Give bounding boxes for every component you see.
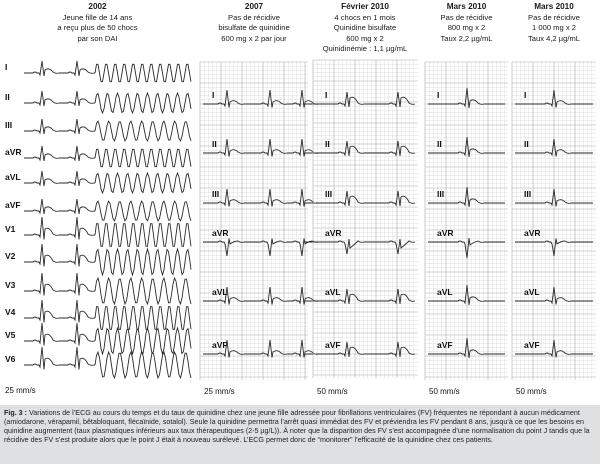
lead-label: V3 bbox=[5, 280, 16, 290]
lead-label: aVR bbox=[437, 228, 454, 238]
paper-speed-label: 50 mm/s bbox=[317, 387, 348, 396]
fibrillation-trace bbox=[95, 224, 191, 247]
lead-label: aVR bbox=[524, 228, 541, 238]
ecg-trace bbox=[24, 244, 95, 267]
ecg-trace bbox=[203, 239, 319, 257]
column-note: 800 mg x 2 bbox=[447, 23, 486, 33]
fibrillation-trace bbox=[95, 93, 191, 113]
ecg-trace bbox=[24, 347, 95, 370]
lead-label: II bbox=[325, 139, 330, 149]
ecg-trace bbox=[24, 91, 95, 106]
paper-speed-label: 50 mm/s bbox=[516, 387, 547, 396]
column-note: 600 mg x 2 bbox=[346, 33, 384, 43]
lead-label: II bbox=[212, 139, 217, 149]
column-note: a reçu plus de 50 chocs bbox=[57, 23, 138, 33]
fibrillation-trace bbox=[95, 352, 191, 378]
ecg-trace bbox=[24, 171, 95, 186]
lead-label: III bbox=[325, 189, 333, 199]
fibrillation-trace bbox=[95, 307, 191, 330]
paper-speed-label: 25 mm/s bbox=[204, 387, 235, 396]
lead-label: aVR bbox=[212, 228, 229, 238]
lead-label: V6 bbox=[5, 354, 16, 364]
lead-label: III bbox=[524, 189, 532, 199]
column-year: Mars 2010 bbox=[446, 2, 487, 11]
ecg-grid-major bbox=[200, 62, 308, 380]
column-year: Mars 2010 bbox=[534, 2, 574, 11]
lead-label: V4 bbox=[5, 307, 16, 317]
fibrillation-trace bbox=[95, 149, 191, 166]
lead-label: III bbox=[212, 189, 220, 199]
fibrillation-trace bbox=[95, 249, 191, 275]
caption-label: Fig. 3 : bbox=[4, 409, 28, 417]
column-note: par son DAI bbox=[77, 33, 118, 43]
column-note: 1 000 mg x 2 bbox=[532, 23, 576, 33]
ecg-trace bbox=[316, 239, 415, 254]
lead-label: aVF bbox=[325, 340, 341, 350]
column-note: Jeune fille de 14 ans bbox=[62, 12, 133, 22]
column-note: Quinidine bisulfate bbox=[333, 23, 397, 33]
fibrillation-trace bbox=[95, 278, 191, 304]
ecg-grid-major bbox=[313, 60, 418, 378]
paper-speed-label: 50 mm/s bbox=[429, 387, 460, 396]
lead-label: aVF bbox=[437, 340, 453, 350]
ecg-trace bbox=[24, 273, 95, 296]
lead-label: aVF bbox=[212, 340, 228, 350]
column-note: Pas de récidive bbox=[228, 12, 280, 22]
lead-label: V5 bbox=[5, 330, 16, 340]
fibrillation-trace bbox=[95, 121, 191, 141]
lead-label: aVL bbox=[325, 287, 341, 297]
lead-label: I bbox=[5, 62, 8, 72]
lead-label: aVL bbox=[5, 172, 21, 182]
figure-caption bbox=[4, 409, 596, 445]
fibrillation-trace bbox=[95, 328, 191, 354]
ecg-trace bbox=[24, 217, 95, 240]
ecg-trace bbox=[24, 300, 95, 323]
column-year: 2002 bbox=[88, 2, 107, 11]
lead-label: I bbox=[437, 90, 440, 100]
ecg-trace bbox=[24, 323, 95, 346]
lead-label: I bbox=[325, 90, 328, 100]
column-note: bisulfate de quinidine bbox=[218, 23, 290, 33]
ecg-trace bbox=[24, 199, 95, 214]
lead-label: I bbox=[524, 90, 527, 100]
lead-label: V1 bbox=[5, 224, 16, 234]
lead-label: II bbox=[5, 92, 10, 102]
ecg-trace bbox=[203, 90, 319, 108]
lead-label: III bbox=[5, 120, 13, 130]
column-note: 600 mg x 2 par jour bbox=[221, 33, 287, 43]
ecg-trace bbox=[316, 92, 415, 107]
paper-speed-label: 25 mm/s bbox=[5, 386, 36, 395]
ecg-trace bbox=[203, 189, 319, 207]
lead-label: aVF bbox=[524, 340, 540, 350]
lead-label: II bbox=[437, 139, 442, 149]
lead-label: aVR bbox=[325, 228, 342, 238]
column-year: 2007 bbox=[244, 2, 264, 11]
column-note: Pas de récidive bbox=[528, 12, 580, 22]
ecg-grid-minor bbox=[313, 60, 418, 378]
lead-label: aVL bbox=[437, 287, 453, 297]
column-note: Quinidinémie : 1,1 µg/mL bbox=[322, 44, 408, 54]
column-note: Taux 4,2 µg/mL bbox=[527, 33, 581, 43]
fibrillation-trace bbox=[95, 64, 191, 81]
lead-label: aVR bbox=[5, 147, 22, 157]
lead-label: aVL bbox=[524, 287, 540, 297]
lead-label: V2 bbox=[5, 251, 16, 261]
caption-text: Variations de l’ECG au cours du temps et du taux de quinidine chez une jeune fille adressée pour fibrillations ventriculaires (FV) fréquentes ne répondant à aucun médicament (amiodarone, vérapamil, bêtabloquant, flécaïnide, sotalol). Seule la quinidine permettra l’arrêt quasi immédiat des FV et préviendra les FV pendant 8 ans, jusqu’à ce que les besoins en quinidine augmentent (taux plasmatiques inférieurs aux taux thérapeutiques (2-5 µg/L)). À noter que la disparition des FV s’est accompagnée d’une normalisation du point J tandis que la récidive des FV s’est produite alors que le point J était à nouveau surélevé. L’ECG permet donc de “monitorer” l’efficacité de la quinidine chez ces patients. bbox=[4, 409, 590, 445]
lead-label: II bbox=[524, 139, 529, 149]
ecg-trace bbox=[24, 119, 95, 134]
lead-label: aVF bbox=[5, 200, 21, 210]
ecg-trace bbox=[316, 141, 415, 156]
ecg-trace bbox=[24, 146, 95, 161]
column-note: 4 chocs en 1 mois bbox=[334, 12, 396, 22]
lead-label: III bbox=[437, 189, 445, 199]
fibrillation-trace bbox=[95, 173, 191, 193]
ecg-trace bbox=[428, 88, 505, 108]
ecg-trace bbox=[24, 61, 95, 76]
column-note: Pas de récidive bbox=[440, 12, 493, 22]
lead-label: I bbox=[212, 90, 215, 100]
column-year: Février 2010 bbox=[341, 2, 389, 11]
lead-label: aVL bbox=[212, 287, 228, 297]
ecg-grid-minor bbox=[200, 62, 308, 380]
fibrillation-trace bbox=[95, 201, 191, 221]
ecg-grid-minor bbox=[425, 62, 508, 380]
column-note: Taux 2,2 µg/mL bbox=[440, 33, 493, 43]
